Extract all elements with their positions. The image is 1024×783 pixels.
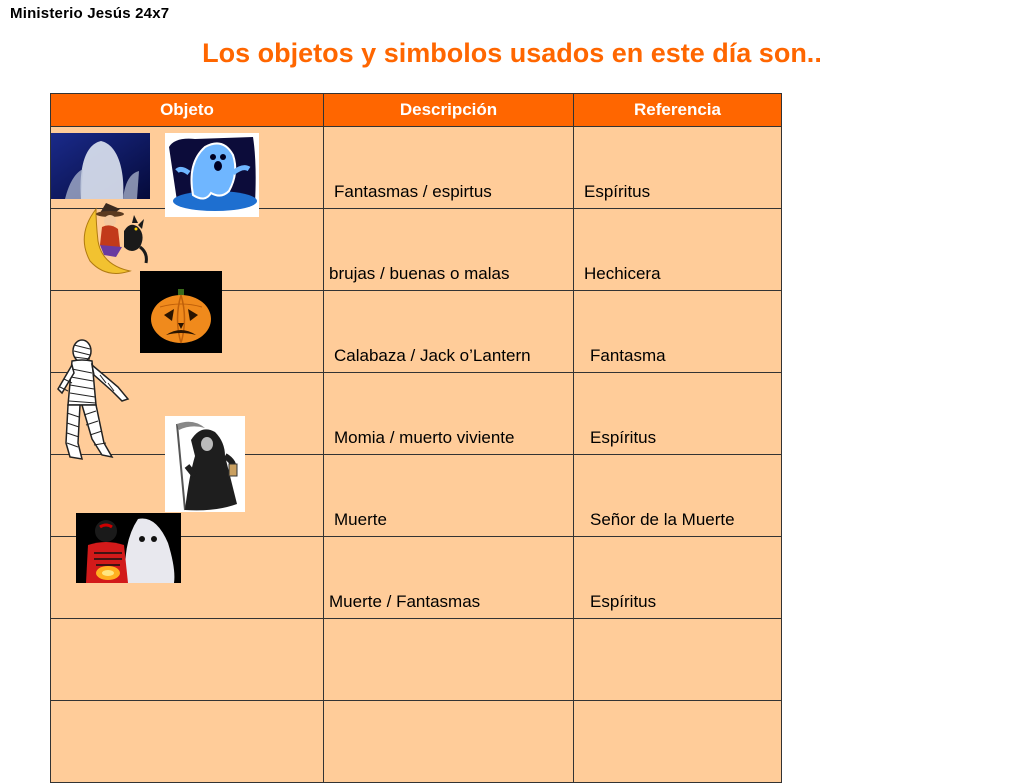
reference-cell	[574, 701, 782, 783]
table-row	[51, 701, 782, 783]
costume-ghost-image	[76, 513, 181, 583]
column-header-description: Descripción	[324, 94, 574, 127]
reference-cell: Fantasma	[574, 291, 782, 373]
column-header-object: Objeto	[51, 94, 324, 127]
table-header-row	[51, 94, 782, 127]
reference-cell: Espíritus	[574, 127, 782, 209]
reference-cell: Espíritus	[574, 373, 782, 455]
object-cell	[51, 701, 324, 783]
symbols-table	[50, 93, 782, 783]
slide-title: Los objetos y simbolos usados en este día son..	[202, 38, 822, 68]
table-row	[51, 127, 782, 209]
reference-cell: Espíritus	[574, 537, 782, 619]
table-row	[51, 619, 782, 701]
column-header-reference: Referencia	[574, 94, 782, 127]
description-cell	[324, 701, 574, 783]
reference-cell	[574, 619, 782, 701]
description-cell: Calabaza / Jack o’Lantern	[324, 291, 574, 373]
description-cell: Momia / muerto viviente	[324, 373, 574, 455]
description-cell: brujas / buenas o malas	[324, 209, 574, 291]
description-cell: Fantasmas / espirtus	[324, 127, 574, 209]
jack-o-lantern-image	[140, 271, 222, 353]
mummy-image	[52, 339, 132, 463]
witch-on-moon-image	[76, 201, 152, 279]
blue-ghost-image	[165, 133, 259, 217]
ministry-name: Ministerio Jesús 24x7	[10, 5, 170, 22]
reference-cell: Hechicera	[574, 209, 782, 291]
description-cell	[324, 619, 574, 701]
description-cell: Muerte / Fantasmas	[324, 537, 574, 619]
grim-reaper-image	[165, 416, 245, 512]
object-cell	[51, 619, 324, 701]
reference-cell: Señor de la Muerte	[574, 455, 782, 537]
ghost-sheet-image	[51, 133, 150, 199]
table-row	[51, 373, 782, 455]
description-cell: Muerte	[324, 455, 574, 537]
